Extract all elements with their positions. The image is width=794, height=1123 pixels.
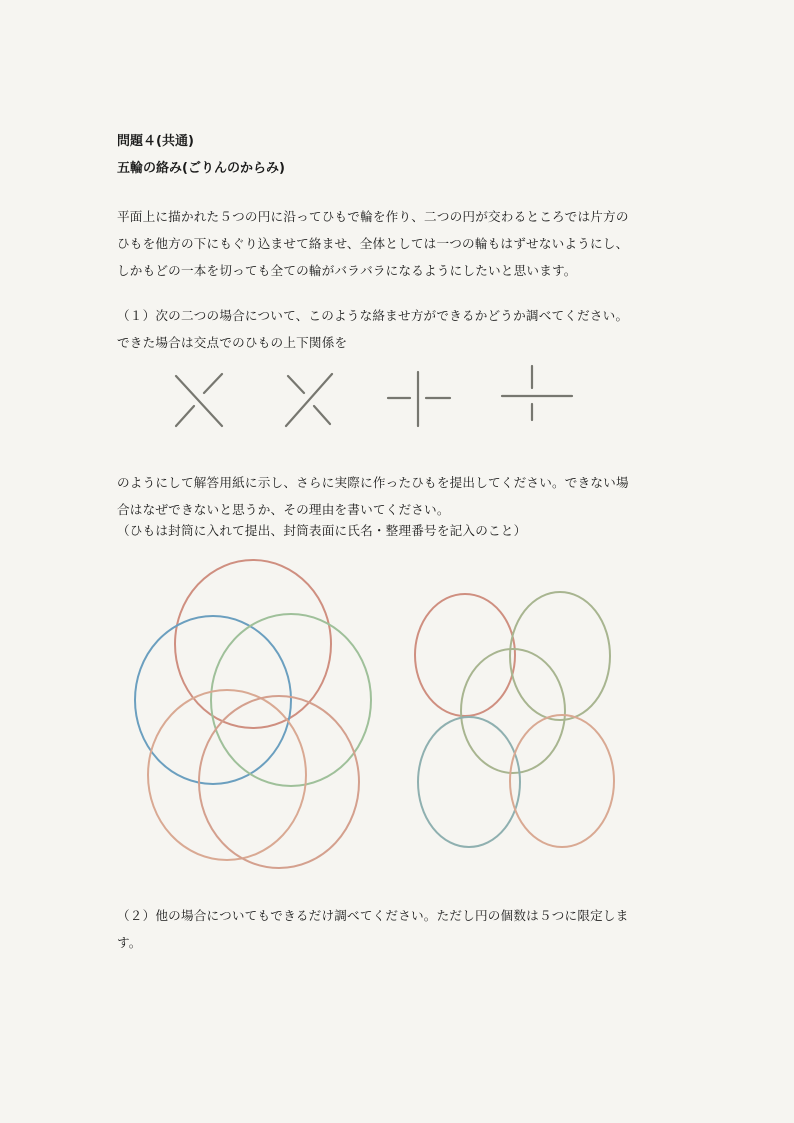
ring-upper-left <box>415 594 515 716</box>
ring-center <box>461 649 565 773</box>
five-rings-figure-a <box>125 552 385 877</box>
crossing-symbol-2 <box>286 374 332 426</box>
question-1-line: （１）次の二つの場合について、このような絡ませ方ができるかどうか調べてください。 <box>117 308 629 323</box>
crossing-symbol-3 <box>388 372 450 426</box>
five-rings-figure-b <box>408 585 618 850</box>
intro-paragraph <box>117 203 629 284</box>
intro-line: ひもを他方の下にもぐり込ませて絡ませ、全体としては一つの輪もはずせないようにし、 <box>117 236 629 251</box>
crossing-symbols <box>160 360 580 440</box>
problem-title: 問題４(共通) <box>117 134 194 149</box>
question-1-line: 合はなぜできないと思うか、その理由を書いてください。 <box>117 502 450 517</box>
question-1-continued <box>117 469 629 544</box>
ring-upper-right <box>510 592 610 720</box>
question-2-line: （２）他の場合についてもできるだけ調べてください。ただし円の個数は５つに限定しま <box>117 908 629 923</box>
question-1-note: （ひもは封筒に入れて提出、封筒表面に氏名・整理番号を記入のこと） <box>117 523 527 538</box>
crossing-symbol-4 <box>502 366 572 420</box>
problem-subtitle: 五輪の絡み(ごりんのからみ) <box>117 161 285 176</box>
intro-line: 平面上に描かれた５つの円に沿ってひもで輪を作り、二つの円が交わるところでは片方の <box>117 209 629 224</box>
crossing-symbol-1 <box>176 374 222 426</box>
ring-left <box>135 616 291 784</box>
question-1-line: できた場合は交点でのひもの上下関係を <box>117 335 348 350</box>
question-2 <box>117 902 629 956</box>
intro-line: しかもどの一本を切っても全ての輪がバラバラになるようにしたいと思います。 <box>117 263 577 278</box>
ring-lower-left <box>418 717 520 847</box>
question-2-line: す。 <box>117 935 142 950</box>
ring-top <box>175 560 331 728</box>
question-1 <box>117 302 628 356</box>
ring-bottom-right <box>199 696 359 868</box>
question-1-line: のようにして解答用紙に示し、さらに実際に作ったひもを提出してください。できない場 <box>117 475 629 490</box>
